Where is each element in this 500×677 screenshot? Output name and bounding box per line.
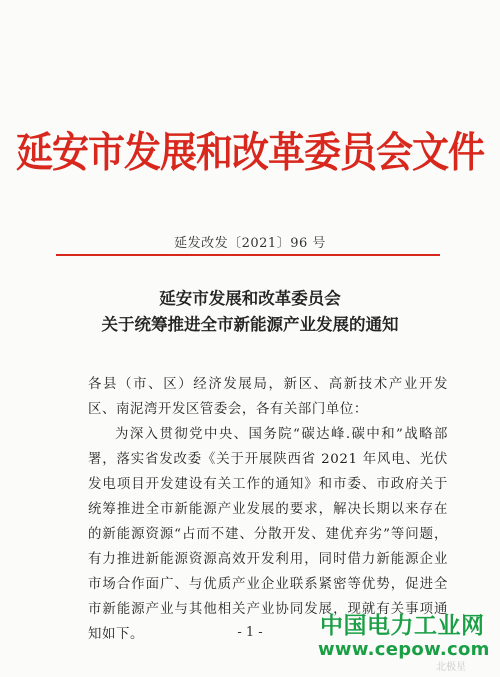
notice-title-line2: 关于统筹推进全市新能源产业发展的通知 <box>101 315 399 334</box>
page-number: - 1 - <box>237 625 263 640</box>
watermark-faint-logo: 北极星 <box>436 662 466 673</box>
watermark-url: www.cepow.com <box>318 639 490 660</box>
document-number: 延发改发〔2021〕96 号 <box>174 236 326 251</box>
notice-title-line1: 延安市发展和改革委员会 <box>159 289 341 308</box>
watermark-site-name: 中国电力工业网 <box>320 613 485 639</box>
body-paragraph: 为深入贯彻党中央、国务院“碳达峰.碳中和”战略部署，落实省发改委《关于开展陕西省 2021 年风电、光伏发电项目开发建设有关工作的通知》和市委、市政府关于统筹推进全市新能源产业发展的要求，解决长期以来存在的新能源资源“占而不建、分散开发、建优弃劣”等问题，有力推进新能源资源高效开发利用，同时借力新能源企业市场合作面广、与优质产业企业联系紧密等优势，促进全市新能源产业与其他相关产业协同发展，现就有关事项通知如下。 <box>88 427 448 642</box>
addressee-paragraph: 各县（市、区）经济发展局，新区、高新技术产业开发区、南泥湾开发区管委会，各有关部门单位： <box>88 377 448 417</box>
header-red-divider <box>56 254 440 256</box>
document-header-title: 延安市发展和改革委员会文件 <box>16 127 484 177</box>
notice-body <box>88 372 448 647</box>
notice-title <box>0 286 500 338</box>
